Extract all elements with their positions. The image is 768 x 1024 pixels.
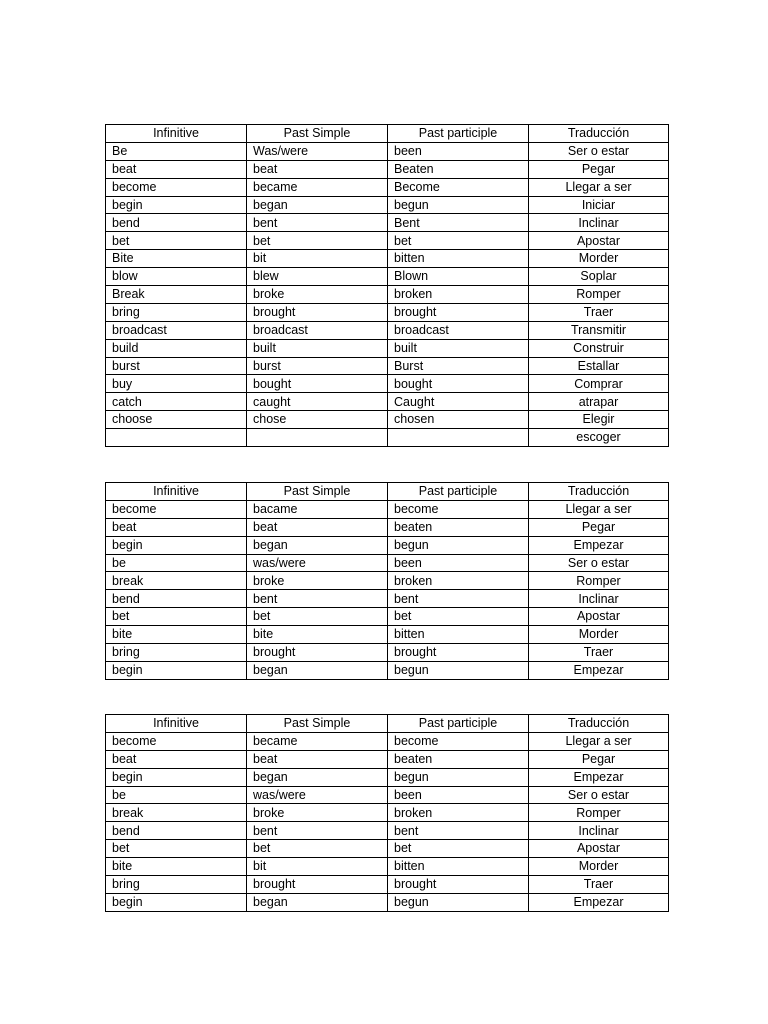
translation-cell: Inclinar (529, 214, 669, 232)
past-simple-cell: broadcast (247, 321, 388, 339)
translation-cell: Apostar (529, 608, 669, 626)
table-row (106, 840, 669, 858)
table-row (106, 375, 669, 393)
past-participle-cell: brought (388, 303, 529, 321)
infinitive-cell: buy (106, 375, 247, 393)
past-participle-cell: been (388, 554, 529, 572)
infinitive-cell: broadcast (106, 321, 247, 339)
table-row (106, 858, 669, 876)
infinitive-cell: beat (106, 518, 247, 536)
translation-cell: Romper (529, 286, 669, 304)
infinitive-cell: bend (106, 822, 247, 840)
past-participle-cell: bitten (388, 858, 529, 876)
translation-cell: Romper (529, 572, 669, 590)
table-row (106, 160, 669, 178)
table-row (106, 893, 669, 911)
past-simple-cell: bacame (247, 500, 388, 518)
infinitive-cell: break (106, 804, 247, 822)
past-simple-cell (247, 429, 388, 447)
past-simple-cell: bite (247, 626, 388, 644)
past-simple-cell: brought (247, 876, 388, 894)
infinitive-cell: bring (106, 303, 247, 321)
past-participle-cell: begun (388, 768, 529, 786)
table-row (106, 411, 669, 429)
infinitive-cell: begin (106, 661, 247, 679)
translation-cell: Elegir (529, 411, 669, 429)
translation-cell: Llegar a ser (529, 178, 669, 196)
past-participle-cell: brought (388, 644, 529, 662)
translation-cell: Ser o estar (529, 142, 669, 160)
past-simple-header: Past Simple (247, 483, 388, 501)
past-participle-cell: Blown (388, 268, 529, 286)
past-simple-cell: burst (247, 357, 388, 375)
translation-cell: Soplar (529, 268, 669, 286)
past-participle-cell: become (388, 732, 529, 750)
translation-cell: Iniciar (529, 196, 669, 214)
infinitive-cell: begin (106, 536, 247, 554)
past-participle-cell: chosen (388, 411, 529, 429)
table-row (106, 178, 669, 196)
header-row (106, 125, 669, 143)
infinitive-cell: blow (106, 268, 247, 286)
infinitive-cell: become (106, 500, 247, 518)
infinitive-cell: build (106, 339, 247, 357)
table-row (106, 303, 669, 321)
past-participle-cell: bet (388, 608, 529, 626)
table-row (106, 232, 669, 250)
infinitive-cell: bet (106, 232, 247, 250)
translation-cell: Llegar a ser (529, 500, 669, 518)
past-simple-cell: beat (247, 750, 388, 768)
past-simple-cell: bent (247, 214, 388, 232)
past-simple-cell: Was/were (247, 142, 388, 160)
translation-cell: Traer (529, 303, 669, 321)
infinitive-header: Infinitive (106, 715, 247, 733)
infinitive-cell: bring (106, 644, 247, 662)
infinitive-cell: be (106, 554, 247, 572)
translation-cell: Construir (529, 339, 669, 357)
past-participle-cell: broken (388, 804, 529, 822)
past-simple-cell: began (247, 196, 388, 214)
past-simple-header: Past Simple (247, 125, 388, 143)
table-row (106, 536, 669, 554)
past-participle-cell: bought (388, 375, 529, 393)
table-row (106, 250, 669, 268)
translation-cell: Pegar (529, 160, 669, 178)
translation-header: Traducción (529, 715, 669, 733)
infinitive-cell: be (106, 786, 247, 804)
past-simple-cell: beat (247, 160, 388, 178)
past-simple-cell: brought (247, 303, 388, 321)
infinitive-cell: bend (106, 214, 247, 232)
past-participle-cell: begun (388, 661, 529, 679)
past-simple-cell: began (247, 893, 388, 911)
past-simple-cell: broke (247, 804, 388, 822)
translation-cell: Empezar (529, 768, 669, 786)
translation-cell: Pegar (529, 518, 669, 536)
past-simple-cell: began (247, 536, 388, 554)
infinitive-cell: beat (106, 160, 247, 178)
infinitive-cell: break (106, 572, 247, 590)
past-simple-cell: became (247, 732, 388, 750)
past-participle-cell: broken (388, 286, 529, 304)
past-simple-cell: became (247, 178, 388, 196)
past-participle-cell: been (388, 142, 529, 160)
irregular-verbs-table (105, 124, 669, 447)
translation-cell: Empezar (529, 661, 669, 679)
past-simple-cell: built (247, 339, 388, 357)
translation-cell: Apostar (529, 232, 669, 250)
table-row (106, 554, 669, 572)
table-row (106, 644, 669, 662)
translation-header: Traducción (529, 125, 669, 143)
translation-cell: Inclinar (529, 822, 669, 840)
table-row (106, 500, 669, 518)
past-participle-cell: broken (388, 572, 529, 590)
past-participle-cell: begun (388, 196, 529, 214)
past-simple-header: Past Simple (247, 715, 388, 733)
past-simple-cell: bit (247, 250, 388, 268)
past-simple-cell: blew (247, 268, 388, 286)
past-participle-cell: bent (388, 822, 529, 840)
table-row (106, 357, 669, 375)
table-row (106, 876, 669, 894)
table-row (106, 339, 669, 357)
infinitive-cell: Break (106, 286, 247, 304)
table-row (106, 590, 669, 608)
translation-cell: Transmitir (529, 321, 669, 339)
translation-cell: Morder (529, 858, 669, 876)
infinitive-cell (106, 429, 247, 447)
irregular-verbs-table (105, 482, 669, 680)
past-participle-cell: bitten (388, 250, 529, 268)
infinitive-cell: catch (106, 393, 247, 411)
infinitive-cell: become (106, 178, 247, 196)
past-participle-cell: beaten (388, 518, 529, 536)
past-simple-cell: bent (247, 822, 388, 840)
table-row (106, 429, 669, 447)
translation-cell: Empezar (529, 536, 669, 554)
past-participle-cell: broadcast (388, 321, 529, 339)
infinitive-cell: begin (106, 768, 247, 786)
past-simple-cell: bent (247, 590, 388, 608)
translation-cell: Romper (529, 804, 669, 822)
infinitive-cell: begin (106, 196, 247, 214)
table-row (106, 822, 669, 840)
table-row (106, 750, 669, 768)
translation-cell: Estallar (529, 357, 669, 375)
table-row (106, 518, 669, 536)
translation-cell: Ser o estar (529, 786, 669, 804)
infinitive-cell: become (106, 732, 247, 750)
table-row (106, 142, 669, 160)
table-row (106, 393, 669, 411)
infinitive-cell: beat (106, 750, 247, 768)
header-row (106, 715, 669, 733)
past-participle-cell (388, 429, 529, 447)
infinitive-cell: bring (106, 876, 247, 894)
table-row (106, 321, 669, 339)
translation-cell: Apostar (529, 840, 669, 858)
table-row (106, 196, 669, 214)
table-row (106, 608, 669, 626)
past-participle-cell: Burst (388, 357, 529, 375)
table-row (106, 626, 669, 644)
translation-cell: Inclinar (529, 590, 669, 608)
translation-cell: Morder (529, 626, 669, 644)
irregular-verbs-table (105, 714, 669, 912)
past-simple-cell: caught (247, 393, 388, 411)
translation-cell: escoger (529, 429, 669, 447)
past-participle-cell: brought (388, 876, 529, 894)
past-participle-header: Past participle (388, 483, 529, 501)
past-simple-cell: bet (247, 608, 388, 626)
past-participle-cell: begun (388, 536, 529, 554)
infinitive-header: Infinitive (106, 125, 247, 143)
translation-cell: Morder (529, 250, 669, 268)
past-participle-cell: been (388, 786, 529, 804)
table-row (106, 661, 669, 679)
past-simple-cell: broke (247, 286, 388, 304)
translation-cell: Comprar (529, 375, 669, 393)
past-simple-cell: was/were (247, 554, 388, 572)
table-row (106, 768, 669, 786)
past-participle-cell: bitten (388, 626, 529, 644)
past-simple-cell: began (247, 768, 388, 786)
infinitive-cell: bend (106, 590, 247, 608)
translation-header: Traducción (529, 483, 669, 501)
infinitive-cell: bite (106, 626, 247, 644)
translation-cell: Traer (529, 644, 669, 662)
past-simple-cell: bit (247, 858, 388, 876)
past-participle-header: Past participle (388, 125, 529, 143)
past-simple-cell: bet (247, 232, 388, 250)
table-row (106, 268, 669, 286)
table-row (106, 786, 669, 804)
infinitive-header: Infinitive (106, 483, 247, 501)
past-participle-cell: Bent (388, 214, 529, 232)
table-row (106, 214, 669, 232)
infinitive-cell: bet (106, 840, 247, 858)
translation-cell: Empezar (529, 893, 669, 911)
translation-cell: atrapar (529, 393, 669, 411)
table-row (106, 286, 669, 304)
table-row (106, 732, 669, 750)
past-participle-cell: beaten (388, 750, 529, 768)
past-simple-cell: was/were (247, 786, 388, 804)
infinitive-cell: choose (106, 411, 247, 429)
infinitive-cell: begin (106, 893, 247, 911)
past-participle-cell: Caught (388, 393, 529, 411)
past-simple-cell: began (247, 661, 388, 679)
translation-cell: Ser o estar (529, 554, 669, 572)
past-participle-cell: begun (388, 893, 529, 911)
past-participle-cell: bet (388, 840, 529, 858)
translation-cell: Pegar (529, 750, 669, 768)
infinitive-cell: bite (106, 858, 247, 876)
past-simple-cell: beat (247, 518, 388, 536)
past-participle-header: Past participle (388, 715, 529, 733)
past-simple-cell: chose (247, 411, 388, 429)
infinitive-cell: Be (106, 142, 247, 160)
header-row (106, 483, 669, 501)
past-simple-cell: brought (247, 644, 388, 662)
past-participle-cell: Become (388, 178, 529, 196)
translation-cell: Llegar a ser (529, 732, 669, 750)
infinitive-cell: Bite (106, 250, 247, 268)
past-participle-cell: bent (388, 590, 529, 608)
past-participle-cell: Beaten (388, 160, 529, 178)
table-row (106, 804, 669, 822)
past-simple-cell: broke (247, 572, 388, 590)
infinitive-cell: burst (106, 357, 247, 375)
table-row (106, 572, 669, 590)
infinitive-cell: bet (106, 608, 247, 626)
past-participle-cell: become (388, 500, 529, 518)
past-participle-cell: bet (388, 232, 529, 250)
past-simple-cell: bought (247, 375, 388, 393)
translation-cell: Traer (529, 876, 669, 894)
past-simple-cell: bet (247, 840, 388, 858)
past-participle-cell: built (388, 339, 529, 357)
